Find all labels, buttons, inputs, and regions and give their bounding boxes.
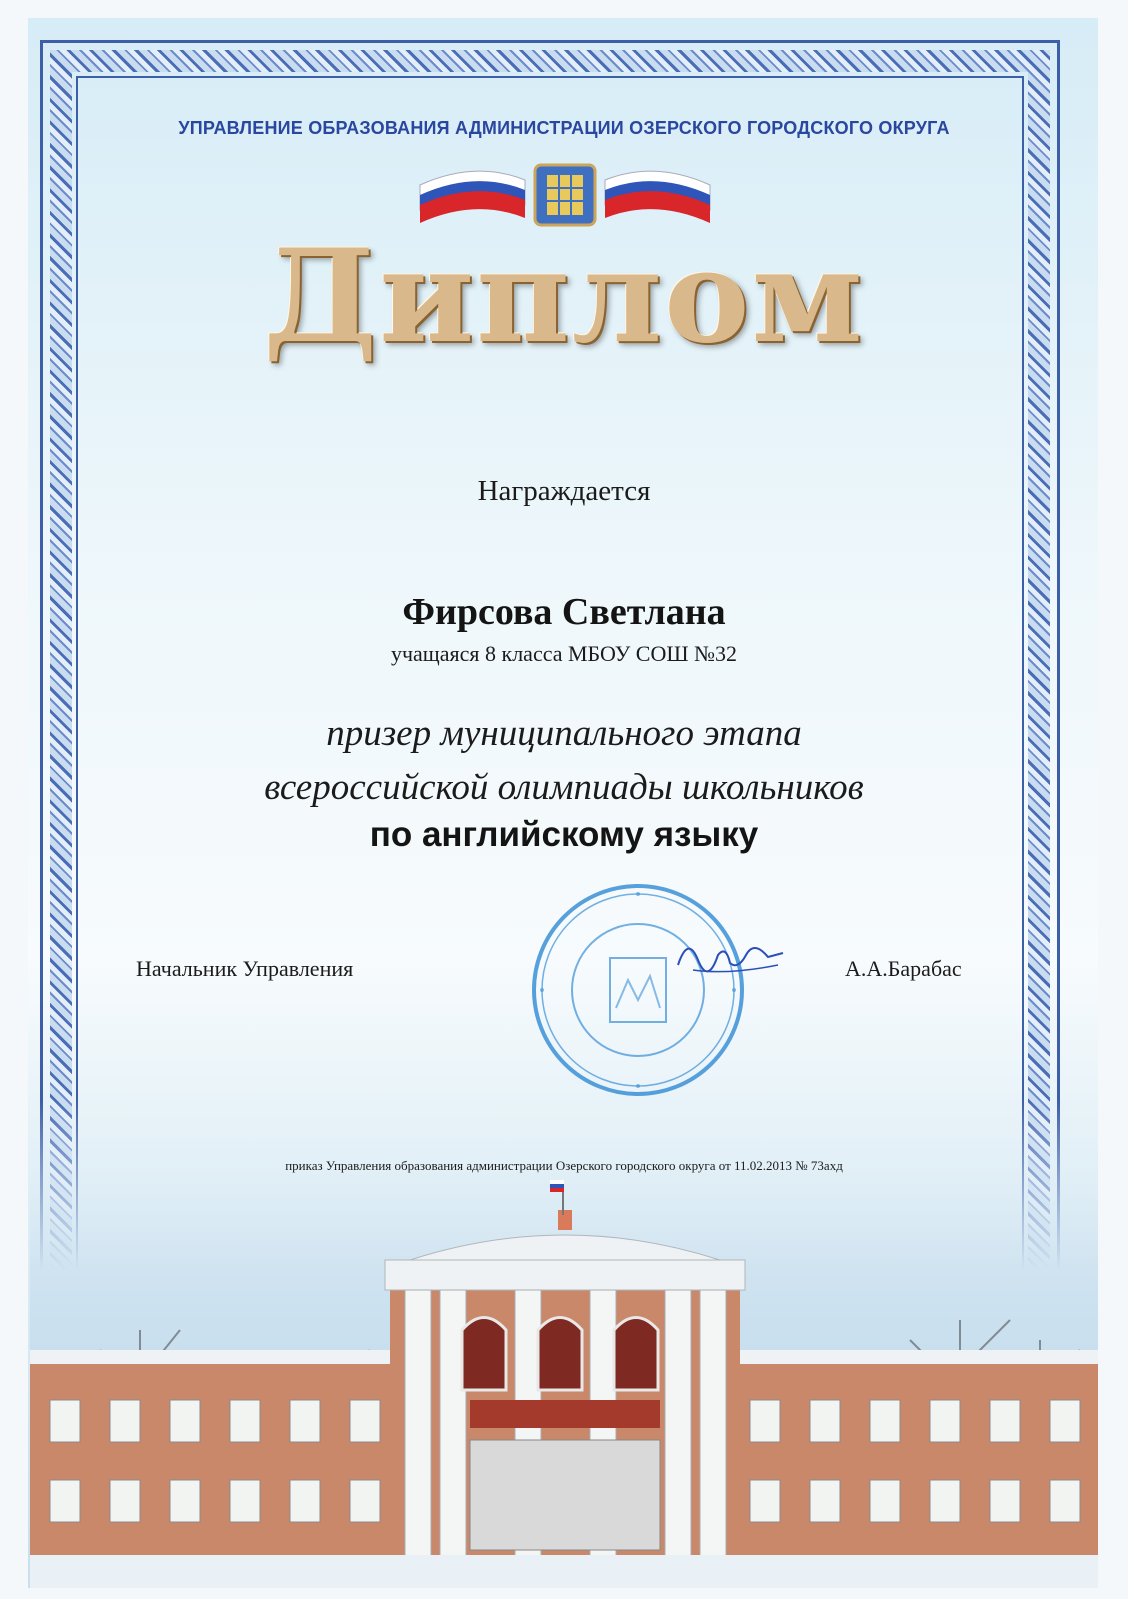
official-seal-icon: [528, 880, 748, 1100]
awarded-label: Награждается: [477, 475, 651, 507]
olympiad-subject: по английскому языку: [369, 815, 759, 854]
recipient-info: учащаяся 8 класса МБОУ СОШ №32: [390, 641, 738, 666]
recipient-name: Фирсова Светлана: [402, 591, 726, 633]
handwritten-signature-icon: [668, 925, 788, 985]
diploma-title: Диплом: [263, 222, 865, 372]
signatory-position: Начальник Управления: [136, 956, 354, 981]
achievement-line-1: призер муниципального этапа: [326, 713, 802, 754]
flag-emblem-icon: [415, 160, 715, 230]
organization-header: УПРАВЛЕНИЕ ОБРАЗОВАНИЯ АДМИНИСТРАЦИИ ОЗЕРСКОГО ГОРОДСКОГО ОКРУГА: [178, 118, 950, 138]
achievement-line-2: всероссийской олимпиады школьников: [264, 767, 864, 808]
signatory-name: А.А.Барабас: [845, 956, 962, 981]
order-reference: приказ Управления образования администрации Озерского городского округа от 11.02.2013 № 73ахд: [285, 1158, 843, 1173]
